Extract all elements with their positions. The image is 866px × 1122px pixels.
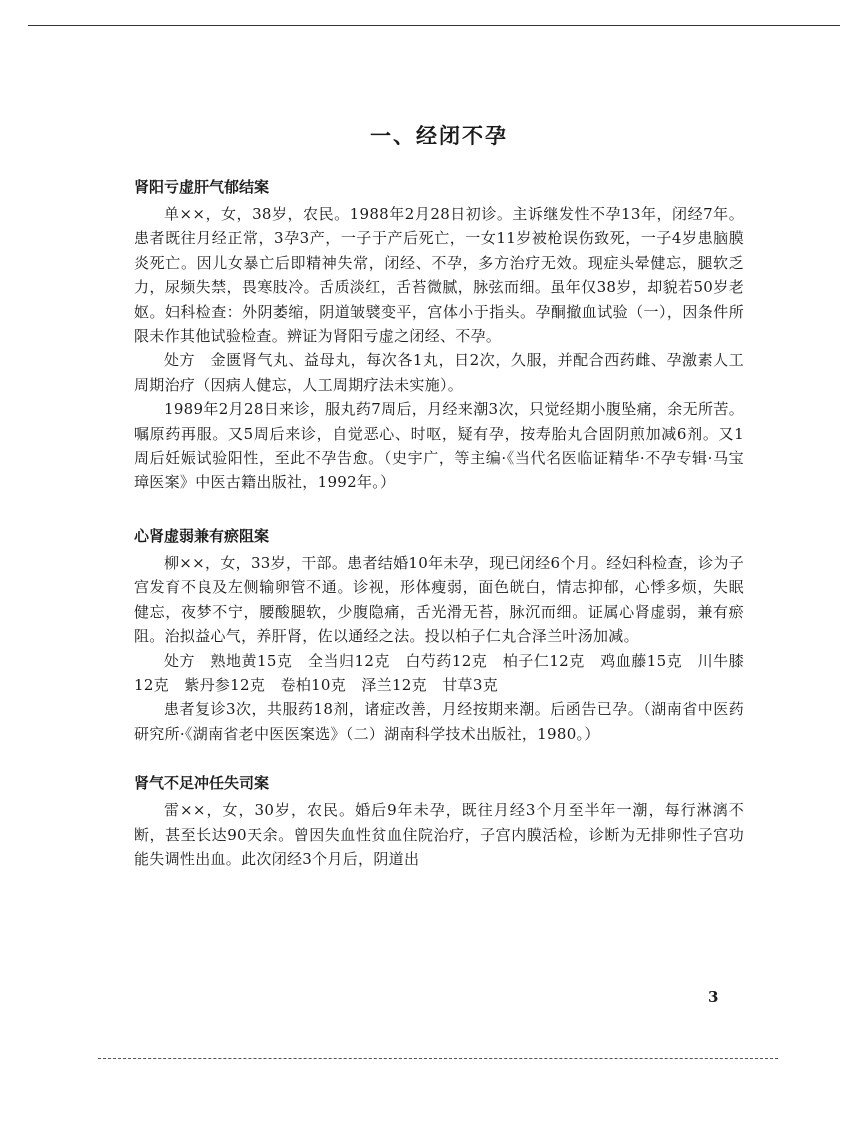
case-title: 心肾虚弱兼有瘀阻案 <box>134 526 270 545</box>
case-paragraph: 单××，女，38岁，农民。1988年2月28日初诊。主诉继发性不孕13年，闭经7年。患者既往月经正常，3孕3产，一子于产后死亡，一女11岁被枪误伤致死，一子4岁患脑膜炎死亡。因儿女暴亡后即精神失常，闭经、不孕，多方治疗无效。现症头晕健忘，腿软乏力，尿频失禁，畏寒肢冷。舌质淡红，舌苔微腻，脉弦而细。虽年仅38岁，却貌若50岁老妪。妇科检查：外阴萎缩，阴道皱襞变平，宫体小于指头。孕酮撤血试验（一），因条件所限未作其他试验检查。辨证为肾阳亏虚之闭经、不孕。 <box>134 205 744 346</box>
page-number: 3 <box>708 988 719 1006</box>
case-paragraph: 柳××，女，33岁，干部。患者结婚10年未孕，现已闭经6个月。经妇科检查，诊为子宫发育不良及左侧输卵管不通。诊视，形体瘦弱，面色㿠白，情志抑郁，心悸多烦，失眠健忘，夜梦不宁，腰酸腿软，少腹隐痛，舌光滑无苔，脉沉而细。证属心肾虚弱，兼有瘀阻。治拟益心气，养肝肾，佐以通经之法。投以柏子仁丸合泽兰叶汤加减。 <box>134 553 744 646</box>
page-content <box>134 120 744 901</box>
case-paragraph: 1989年2月28日来诊，服丸药7周后，月经来潮3次，只觉经期小腹坠痛，余无所苦。嘱原药再服。又5周后来诊，自觉恶心、时呕，疑有孕，按寿胎丸合固阴煎加减6剂。又1周后妊娠试验阳性，至此不孕告愈。（史宇广，等主编·《当代名医临证精华·不孕专辑·马宝璋医案》中医古籍出版社，1992年。） <box>134 400 744 492</box>
prescription-paragraph: 处方 金匮肾气丸、益母丸，每次各1丸，日2次，久服，并配合西药雌、孕激素人工周期治疗（因病人健忘，人工周期疗法未实施）。 <box>134 351 744 394</box>
case-section-1 <box>134 176 744 495</box>
case-title: 肾气不足冲任失司案 <box>134 774 270 793</box>
chapter-title: 一、经闭不孕 <box>370 124 508 148</box>
case-section-2 <box>134 525 744 746</box>
case-title: 肾阳亏虚肝气郁结案 <box>134 178 270 196</box>
case-paragraph: 患者复诊3次，共服药18剂，诸症改善，月经按期来潮。后函告已孕。（湖南省中医药研究所·《湖南省老中医医案选》（二）湖南科学技术出版社，1980。） <box>134 700 744 743</box>
case-paragraph: 雷××，女，30岁，农民。婚后9年未孕，既往月经3个月至半年一潮，每行淋漓不断，甚至长达90天余。曾因失血性贫血住院治疗，子宫内膜活检，诊断为无排卵性子宫功能失调性出血。此次闭经3个月后，阴道出 <box>134 801 744 868</box>
bottom-rule <box>98 1058 778 1059</box>
top-rule <box>28 25 840 26</box>
case-section-3 <box>134 772 744 871</box>
prescription-paragraph: 处方 熟地黄15克 全当归12克 白芍药12克 柏子仁12克 鸡血藤15克 川牛膝12克 紫丹参12克 卷柏10克 泽兰12克 甘草3克 <box>134 651 744 694</box>
